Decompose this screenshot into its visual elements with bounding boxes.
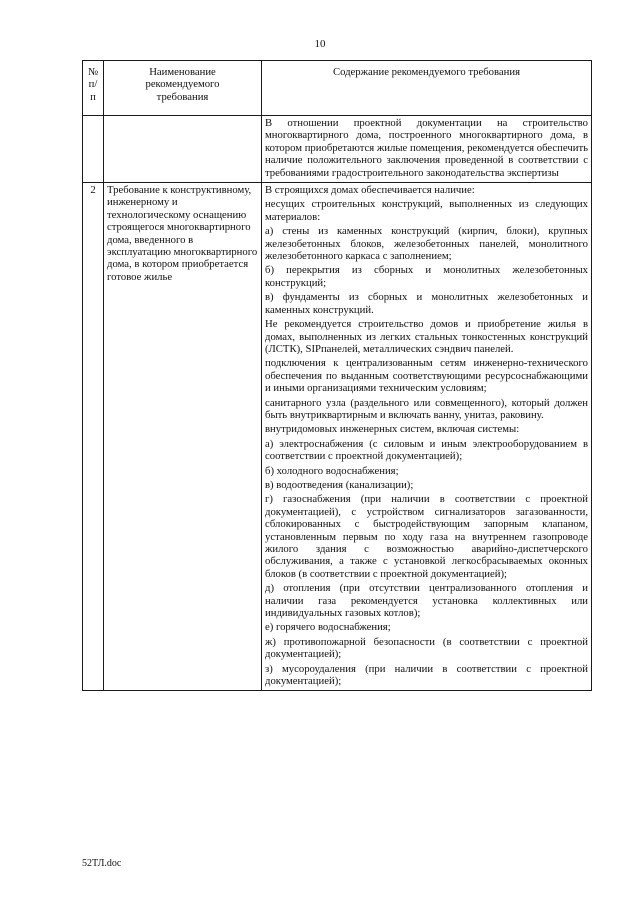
header-content-text: Содержание рекомендуемого требования — [332, 66, 521, 78]
cell-content-2 — [262, 183, 592, 691]
page-number: 10 — [314, 38, 326, 50]
requirement-name: Требование к конструктивному, инженерному и технологическому оснащению строящегося многоквартирного дома, введенного в эксплуатацию многоквартирного дома, в котором приобретается готовое жилье — [107, 184, 258, 283]
content-paragraph: санитарного узла (раздельного или совмещенного), который должен быть внутриквартирным и включать ванну, унитаз, раковину. — [265, 396, 588, 421]
content-paragraph: ж) противопожарной безопасности (в соответствии с проектной документацией); — [265, 635, 588, 661]
content-paragraph: в) водоотведения (канализации); — [265, 478, 414, 491]
content-paragraph: б) холодного водоснабжения; — [265, 464, 399, 477]
requirements-table — [82, 60, 592, 691]
cell-num-2 — [83, 183, 104, 691]
table-row-2 — [83, 183, 592, 691]
content-paragraph: б) перекрытия из сборных и монолитных железобетонных конструкций; — [265, 264, 588, 289]
cell-name-empty — [104, 116, 262, 183]
content-paragraph: е) горячего водоснабжения; — [265, 621, 391, 634]
content-paragraph: Не рекомендуется строительство домов и приобретение жилья в домах, выполненных из легких стальных тонкостенных конструкций (ЛСТК), SIPпанелей, металлических сэндвич панелей. — [265, 318, 588, 355]
cell-content-continued — [262, 116, 592, 183]
content-paragraph: несущих строительных конструкций, выполненных из следующих материалов: — [265, 198, 588, 223]
table-row-continued — [83, 116, 592, 183]
footer-filename: 52ТЛ.doc — [82, 858, 122, 869]
content-paragraph: В строящихся домах обеспечивается наличие: — [265, 184, 475, 197]
table-header-row — [83, 61, 592, 116]
header-num-text: № п/п — [87, 66, 99, 103]
content-paragraph: подключения к централизованным сетям инженерно-технического обеспечения по выданным соответствующими ресурсоснабжающими и иными организациями техническим условиям; — [265, 357, 588, 395]
content-paragraph: в) фундаменты из сборных и монолитных железобетонных и каменных конструкций. — [265, 291, 588, 316]
content-paragraph: а) электроснабжения (с силовым и иным электрооборудованием в соответствии с проектной документацией); — [265, 437, 588, 463]
header-name — [104, 61, 262, 116]
continued-paragraph: В отношении проектной документации на строительство многоквартирного дома, построенного многоквартирного дома, в котором приобретаются жилые помещения, рекомендуется обеспечить наличие положительного заключения проведенной в соответствии с требованиями градостроительного законодательства экспертизы — [265, 117, 588, 179]
header-content — [262, 61, 592, 116]
cell-name-2 — [104, 183, 262, 691]
cell-num-empty — [83, 116, 104, 183]
header-name-text: Наименование рекомендуемого требования — [145, 66, 220, 103]
content-paragraph: а) стены из каменных конструкций (кирпич, блоки), крупных железобетонных блоков, железобетонных панелей, монолитного железобетонного каркаса с заполнением; — [265, 225, 588, 263]
content-paragraph: г) газоснабжения (при наличии в соответствии с проектной документацией), с устройством сигнализаторов загазованности, сблокированных с быстродействующим запорным клапаном, установленным первым по ходу газа на внутреннем газопроводе жилого здания с возможностью аварийно-диспетчерского обслуживания, а также с установкой легкосбрасываемых оконных блоков (в соответствии с проектной документацией); — [265, 493, 588, 580]
content-paragraph: д) отопления (при отсутствии централизованного отопления и наличии газа рекомендуется установка коллективных или индивидуальных газовых котлов); — [265, 582, 588, 620]
header-num — [83, 61, 104, 116]
content-paragraph: внутридомовых инженерных систем, включая системы: — [265, 423, 520, 436]
content-paragraph: з) мусороудаления (при наличии в соответствии с проектной документацией); — [265, 662, 588, 688]
row-number: 2 — [90, 184, 96, 197]
